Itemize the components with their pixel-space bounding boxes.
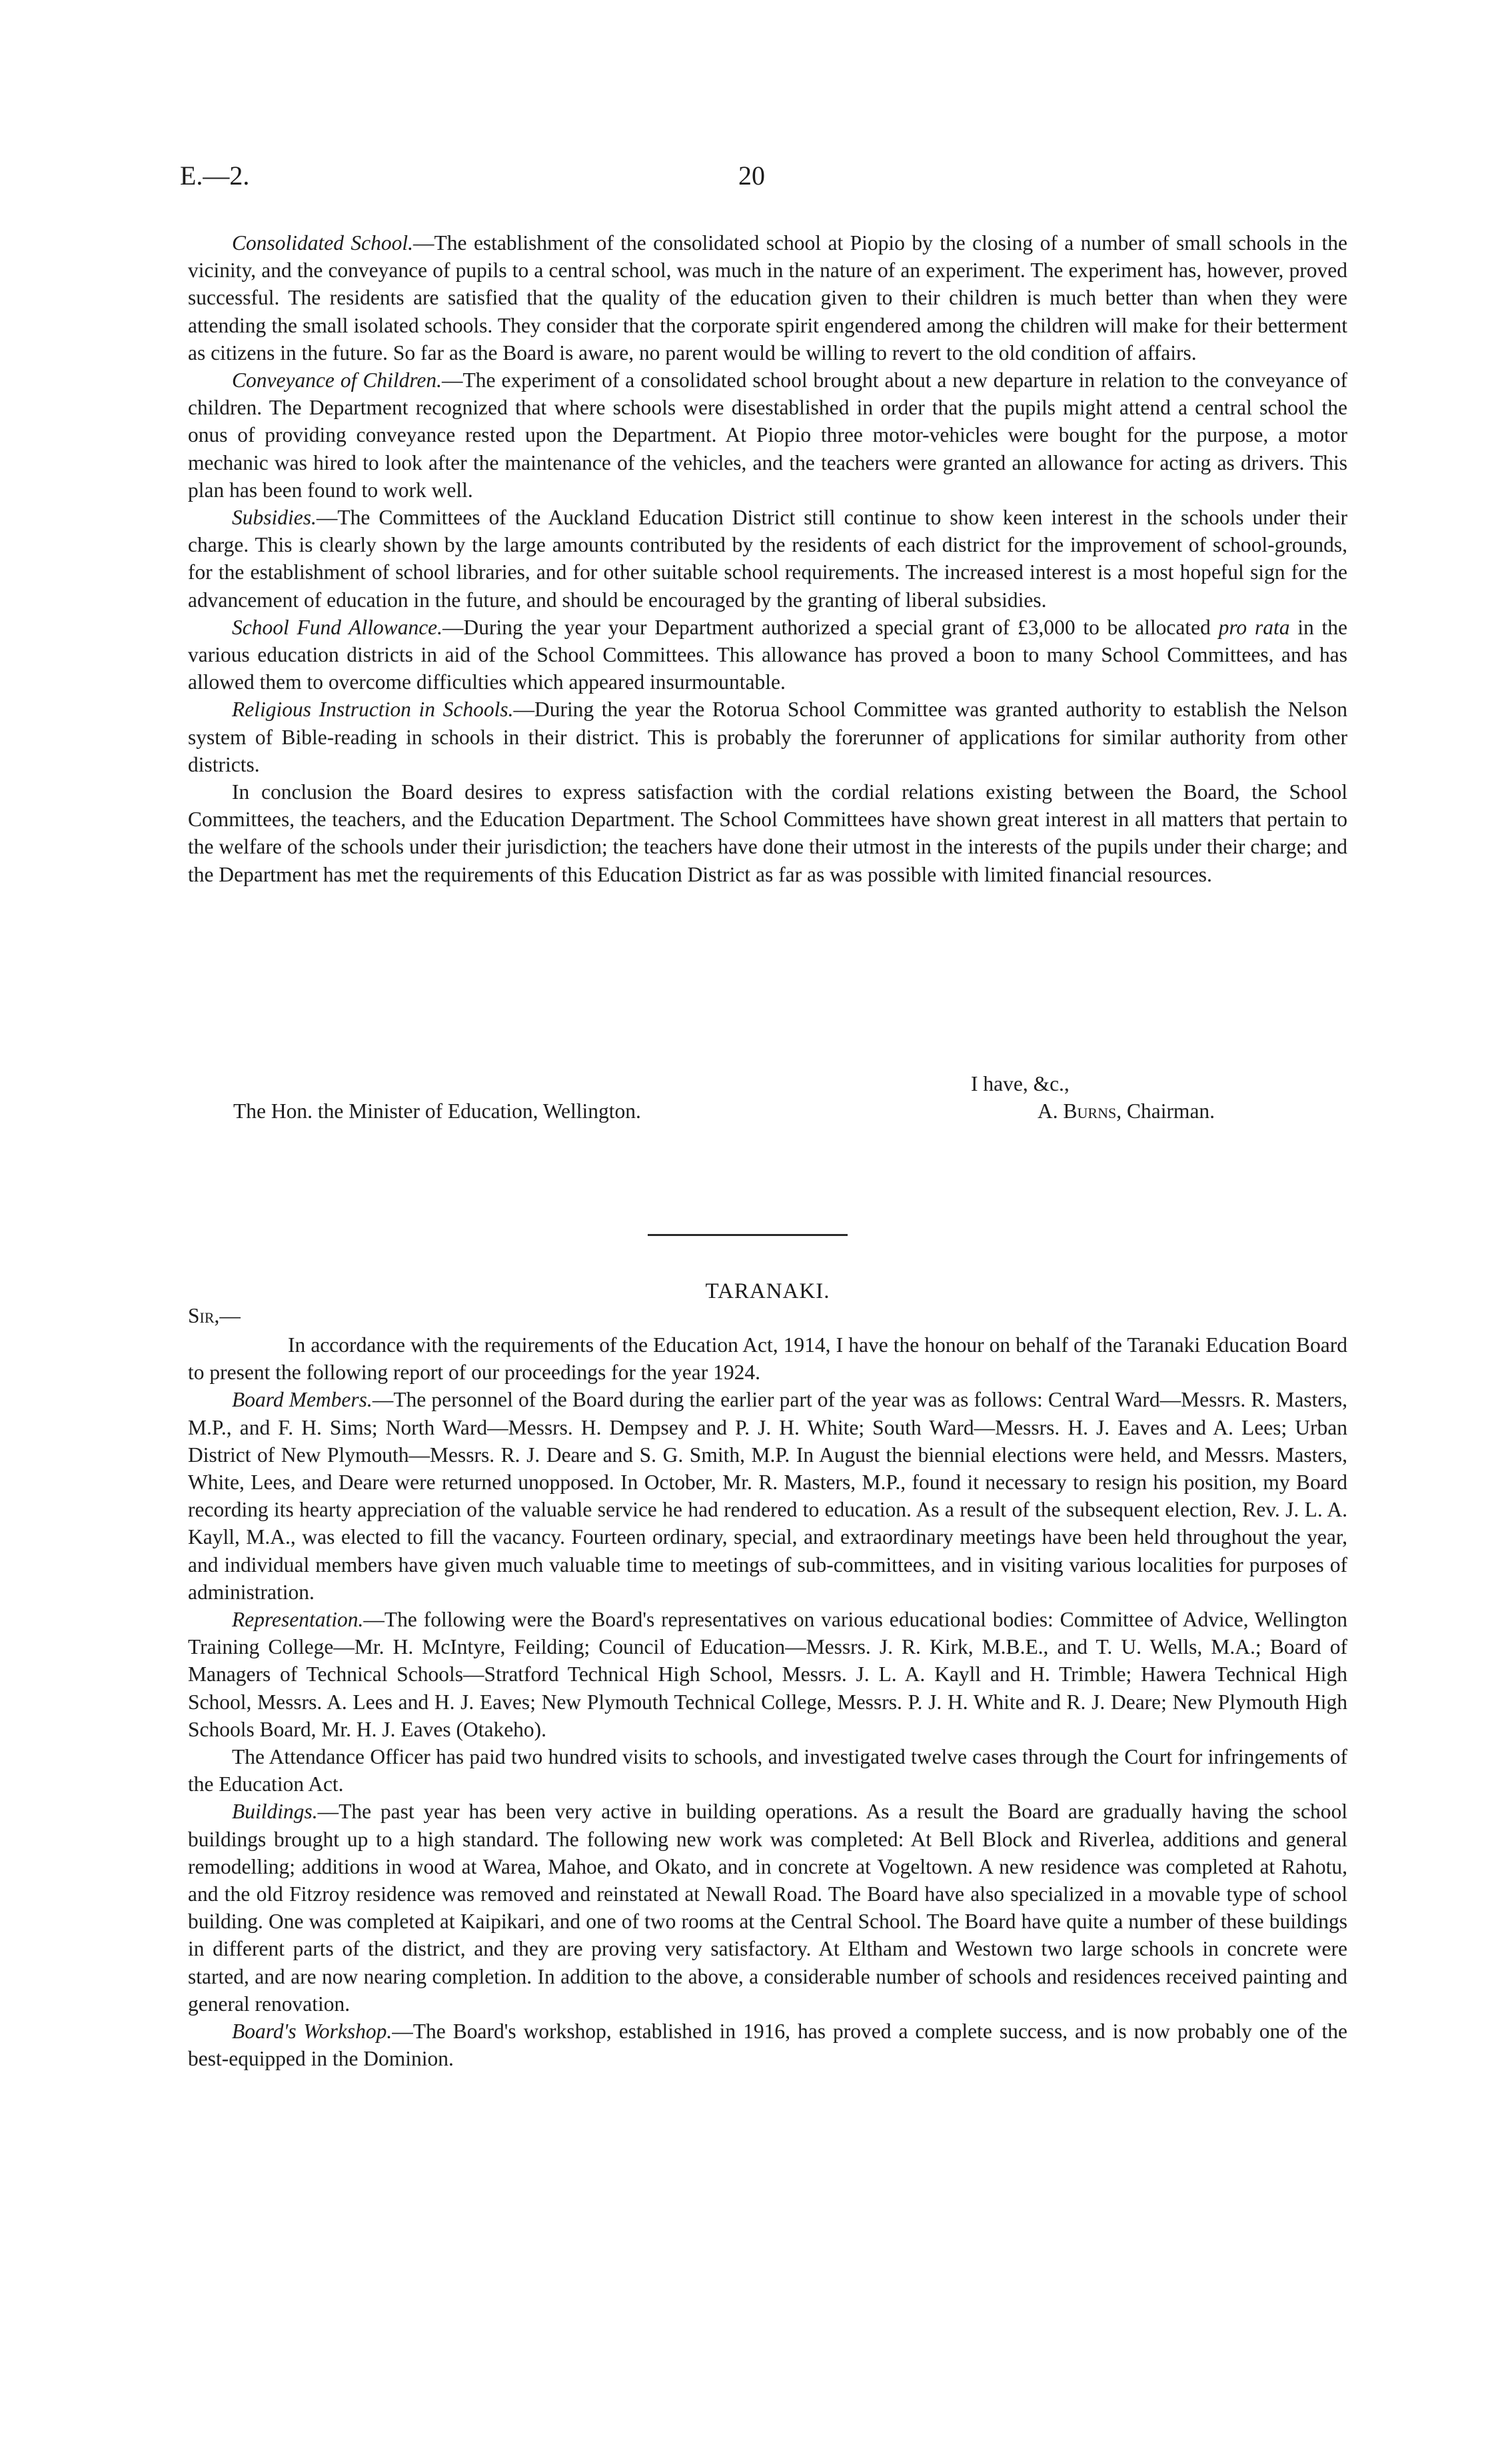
paragraph-text: —The past year has been very active in building operations. As a result the Board are gradually having the school buildings brought up to a high standard. The following new work was completed: At Bell Block and Riverlea, additions and general remodelling; additions in wood at Warea, Mahoe, and Okato, and in concrete at Vogeltown. A new residence was completed at Rahotu, and the old Fitzroy residence was removed and reinstated at Newall Road. The Board have also specialized in a movable type of school building. One was completed at Kaipikari, and one of two rooms at the Central School. The Board have quite a number of these buildings in different parts of the district, and they are proving very satisfactory. At Eltham and Westown two large schools in concrete were started, and are now nearing completion. In addition to the above, a considerable number of schools and residences received painting and general renovation. xyxy=(188,1800,1347,2016)
paragraph-text: In accordance with the requirements of the Education Act, 1914, I have the honour on behalf of the Taranaki Education Board to present the following report of our proceedings for the year 1924. xyxy=(188,1333,1347,1385)
paragraph-heading: School Fund Allowance. xyxy=(232,615,443,639)
paragraph-conclusion xyxy=(188,778,1347,888)
paragraph-text: —During the year the Rotorua School Committee was granted authority to establish the Nelson system of Bible-reading in schools in their district. This is probably the forerunner of applications for similar authority from other districts. xyxy=(188,698,1347,776)
paragraph-heading: Conveyance of Children. xyxy=(232,368,442,392)
paragraph-religious-instruction xyxy=(188,696,1347,778)
section-divider xyxy=(648,1234,848,1236)
paragraph-text: —The personnel of the Board during the earlier part of the year was as follows: Central Ward—Messrs. R. Masters, M.P., and F. H. Sims; North Ward—Messrs. H. Dempsey and P. J. H. White; South Ward—Messrs. H. J. Eaves and A. Lees; Urban District of New Plymouth—Messrs. R. J. Deare and S. G. Smith, M.P. In August the biennial elections were held, and Messrs. Masters, White, Lees, and Deare were returned unopposed. In October, Mr. R. Masters, M.P., found it necessary to resign his position, my Board recording its hearty appreciation of the valuable service he had rendered to education. As a result of the subsequent election, Rev. J. L. A. Kayll, M.A., was elected to fill the vacancy. Fourteen ordinary, special, and extraordinary meetings have been held throughout the year, and individual members have given much valuable time to meetings of sub-committees, and in visiting various localities for purposes of administration. xyxy=(188,1388,1347,1604)
paragraph-conveyance-of-children xyxy=(188,366,1347,504)
page-header xyxy=(180,160,1346,200)
addressee: The Hon. the Minister of Education, Wellington. xyxy=(233,1099,641,1123)
paragraph-text: —The following were the Board's representatives on various educational bodies: Committee of Advice, Wellington Training College—Mr. H. McIntyre, Feilding; Council of Education—Messrs. J. R. Kirk, M.B.E., and T. U. Wells, M.A.; Board of Managers of Technical Schools—Stratford Technical High School, Messrs. J. L. A. Kayll and H. Trimble; Hawera Technical High School, Messrs. A. Lees and H. J. Eaves; New Plymouth Technical College, Messrs. P. J. H. White and R. J. Deare; New Plymouth High Schools Board, Mr. H. J. Eaves (Otakeho). xyxy=(188,1608,1347,1741)
section-title: TARANAKI. xyxy=(705,1279,830,1303)
paragraph-subsidies xyxy=(188,504,1347,614)
letter-signoff xyxy=(188,1070,1347,1125)
paragraph-heading: Buildings. xyxy=(232,1800,318,1824)
paragraph-attendance-officer xyxy=(188,1743,1347,1798)
paragraph-buildings xyxy=(188,1798,1347,2018)
paragraph-text: —The establishment of the consolidated school at Piopio by the closing of a number of small schools in the vicinity, and the conveyance of pupils to a central school, was much in the nature of an experiment. The experiment has, however, proved successful. The residents are satisfied that the quality of the education given to their children is much better than when they were attending the small isolated schools. They consider that the corporate spirit engendered among the children will make for their betterment as citizens in the future. So far as the Board is aware, no parent would be willing to revert to the old condition of affairs. xyxy=(188,231,1347,364)
paragraph-text: In conclusion the Board desires to express satisfaction with the cordial relations existing between the Board, the School Committees, the teachers, and the Education Department. The School Committees have shown great interest in all matters that pertain to the welfare of the schools under their jurisdiction; the teachers have done their utmost in the interests of the pupils under their charge; and the Department has met the requirements of this Education District as far as was possible with limited financial resources. xyxy=(188,780,1347,886)
paragraph-heading: Religious Instruction in Schools. xyxy=(232,698,514,722)
signer-name: Burns xyxy=(1063,1099,1117,1123)
signer-initial: A. xyxy=(1038,1099,1064,1123)
closing-formula: I have, &c., xyxy=(971,1072,1070,1095)
taranaki-report xyxy=(188,1331,1347,2072)
paragraph-boards-workshop xyxy=(188,2018,1347,2072)
page-number: 20 xyxy=(738,161,765,191)
auckland-report-conclusion xyxy=(188,229,1347,888)
paragraph-heading: Representation. xyxy=(232,1608,364,1632)
paragraph-heading: Consolidated School. xyxy=(232,231,414,255)
paragraph-consolidated-school xyxy=(188,229,1347,366)
paragraph-text: —During the year your Department authorized a special grant of £3,000 to be allocated xyxy=(442,615,1219,639)
paragraph-board-members xyxy=(188,1386,1347,1606)
signatory xyxy=(1038,1097,1215,1125)
paragraph-representation xyxy=(188,1606,1347,1743)
paragraph-italic-phrase: pro rata xyxy=(1218,615,1290,639)
salutation: Sir,— xyxy=(188,1304,241,1327)
paragraph-heading: Subsidies. xyxy=(232,506,317,530)
paragraph-heading: Board's Workshop. xyxy=(232,2020,392,2044)
paragraph-text: —The Board's workshop, established in 1916, has proved a complete success, and is now probably one of the best-equipped in the Dominion. xyxy=(188,2020,1347,2071)
paragraph-heading: Board Members. xyxy=(232,1388,372,1412)
paragraph-school-fund-allowance xyxy=(188,614,1347,696)
paragraph-text: —The Committees of the Auckland Education District still continue to show keen interest in the schools under their charge. This is clearly shown by the large amounts contributed by the residents of each district for the improvement of school-grounds, for the establishment of school libraries, and for other suitable school requirements. The increased interest is a most hopeful sign for the advancement of education in the future, and should be encouraged by the granting of liberal subsidies. xyxy=(188,506,1347,612)
document-reference: E.—2. xyxy=(180,161,250,191)
paragraph-introduction xyxy=(188,1331,1347,1386)
paragraph-text: —The experiment of a consolidated school brought about a new departure in relation to the conveyance of children. The Department recognized that where schools were disestablished in order that the pupils might attend a central school the onus of providing conveyance rested upon the Department. At Piopio three motor-vehicles were bought for the purpose, a motor mechanic was hired to look after the maintenance of the vehicles, and the teachers were granted an allowance for acting as drivers. This plan has been found to work well. xyxy=(188,368,1347,502)
paragraph-text: The Attendance Officer has paid two hundred visits to schools, and investigated twelve cases through the Court for infringements of the Education Act. xyxy=(188,1745,1347,1796)
paragraph-text: in the various education districts in aid of the School Committees. This allowance has proved a boon to many School Committees, and has allowed them to overcome difficulties which appeared insurmountable. xyxy=(188,615,1347,694)
signer-role: , Chairman. xyxy=(1116,1099,1215,1123)
